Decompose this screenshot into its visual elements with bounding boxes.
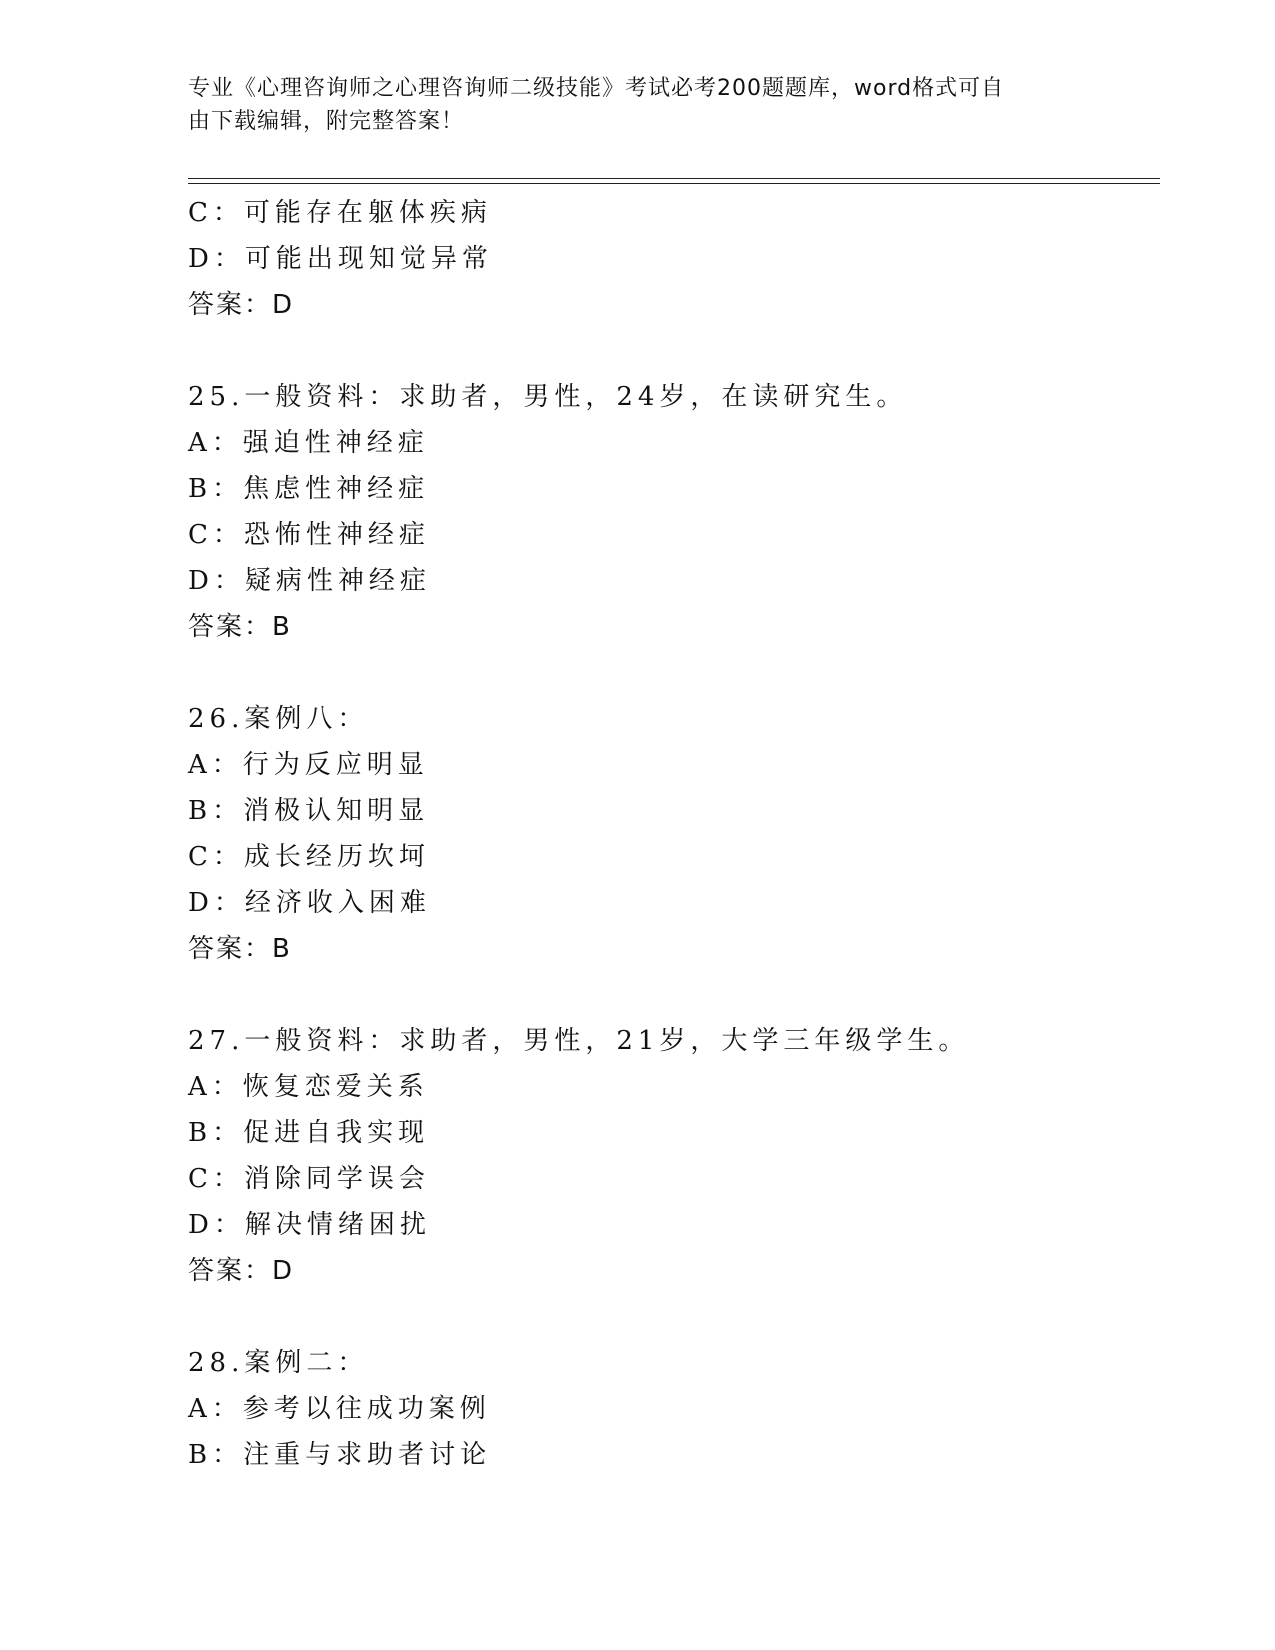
answer-label: 答案：D <box>188 290 295 320</box>
question-block <box>188 1018 1168 1294</box>
question-list <box>188 190 1168 1478</box>
option-a: A：行为反应明显 <box>188 750 429 780</box>
option-a: A：参考以往成功案例 <box>188 1394 491 1424</box>
question-block <box>188 190 1168 328</box>
option-b: B：促进自我实现 <box>188 1118 430 1148</box>
header-line-2: 由下载编辑，附完整答案！ <box>188 109 465 134</box>
answer-label: 答案：B <box>188 934 292 964</box>
option-c: C：可能存在躯体疾病 <box>188 198 492 228</box>
question-block <box>188 696 1168 972</box>
option-d: D：解决情绪困扰 <box>188 1210 431 1240</box>
option-d: D：经济收入困难 <box>188 888 431 918</box>
option-b: B：焦虑性神经症 <box>188 474 430 504</box>
question-stem: 28.案例二： <box>188 1348 369 1378</box>
option-b: B：消极认知明显 <box>188 796 430 826</box>
spacer <box>188 1294 1168 1340</box>
answer-label: 答案：B <box>188 612 292 642</box>
spacer <box>188 972 1168 1018</box>
option-c: C：恐怖性神经症 <box>188 520 430 550</box>
header-double-rule <box>188 178 1160 184</box>
option-d: D：可能出现知觉异常 <box>188 244 493 274</box>
option-a: A：强迫性神经症 <box>188 428 429 458</box>
answer-label: 答案：D <box>188 1256 295 1286</box>
option-d: D：疑病性神经症 <box>188 566 431 596</box>
question-stem: 27.一般资料：求助者，男性，21岁，大学三年级学生。 <box>188 1026 970 1056</box>
spacer <box>188 650 1168 696</box>
question-stem: 25.一般资料：求助者，男性，24岁，在读研究生。 <box>188 382 908 412</box>
question-stem: 26.案例八： <box>188 704 369 734</box>
spacer <box>188 328 1168 374</box>
document-header <box>188 72 1068 138</box>
option-b: B：注重与求助者讨论 <box>188 1440 492 1470</box>
question-block <box>188 374 1168 650</box>
option-c: C：成长经历坎坷 <box>188 842 430 872</box>
option-c: C：消除同学误会 <box>188 1164 430 1194</box>
question-block <box>188 1340 1168 1478</box>
option-a: A：恢复恋爱关系 <box>188 1072 429 1102</box>
header-line-1: 专业《心理咨询师之心理咨询师二级技能》考试必考200题题库，word格式可自 <box>188 76 1005 101</box>
